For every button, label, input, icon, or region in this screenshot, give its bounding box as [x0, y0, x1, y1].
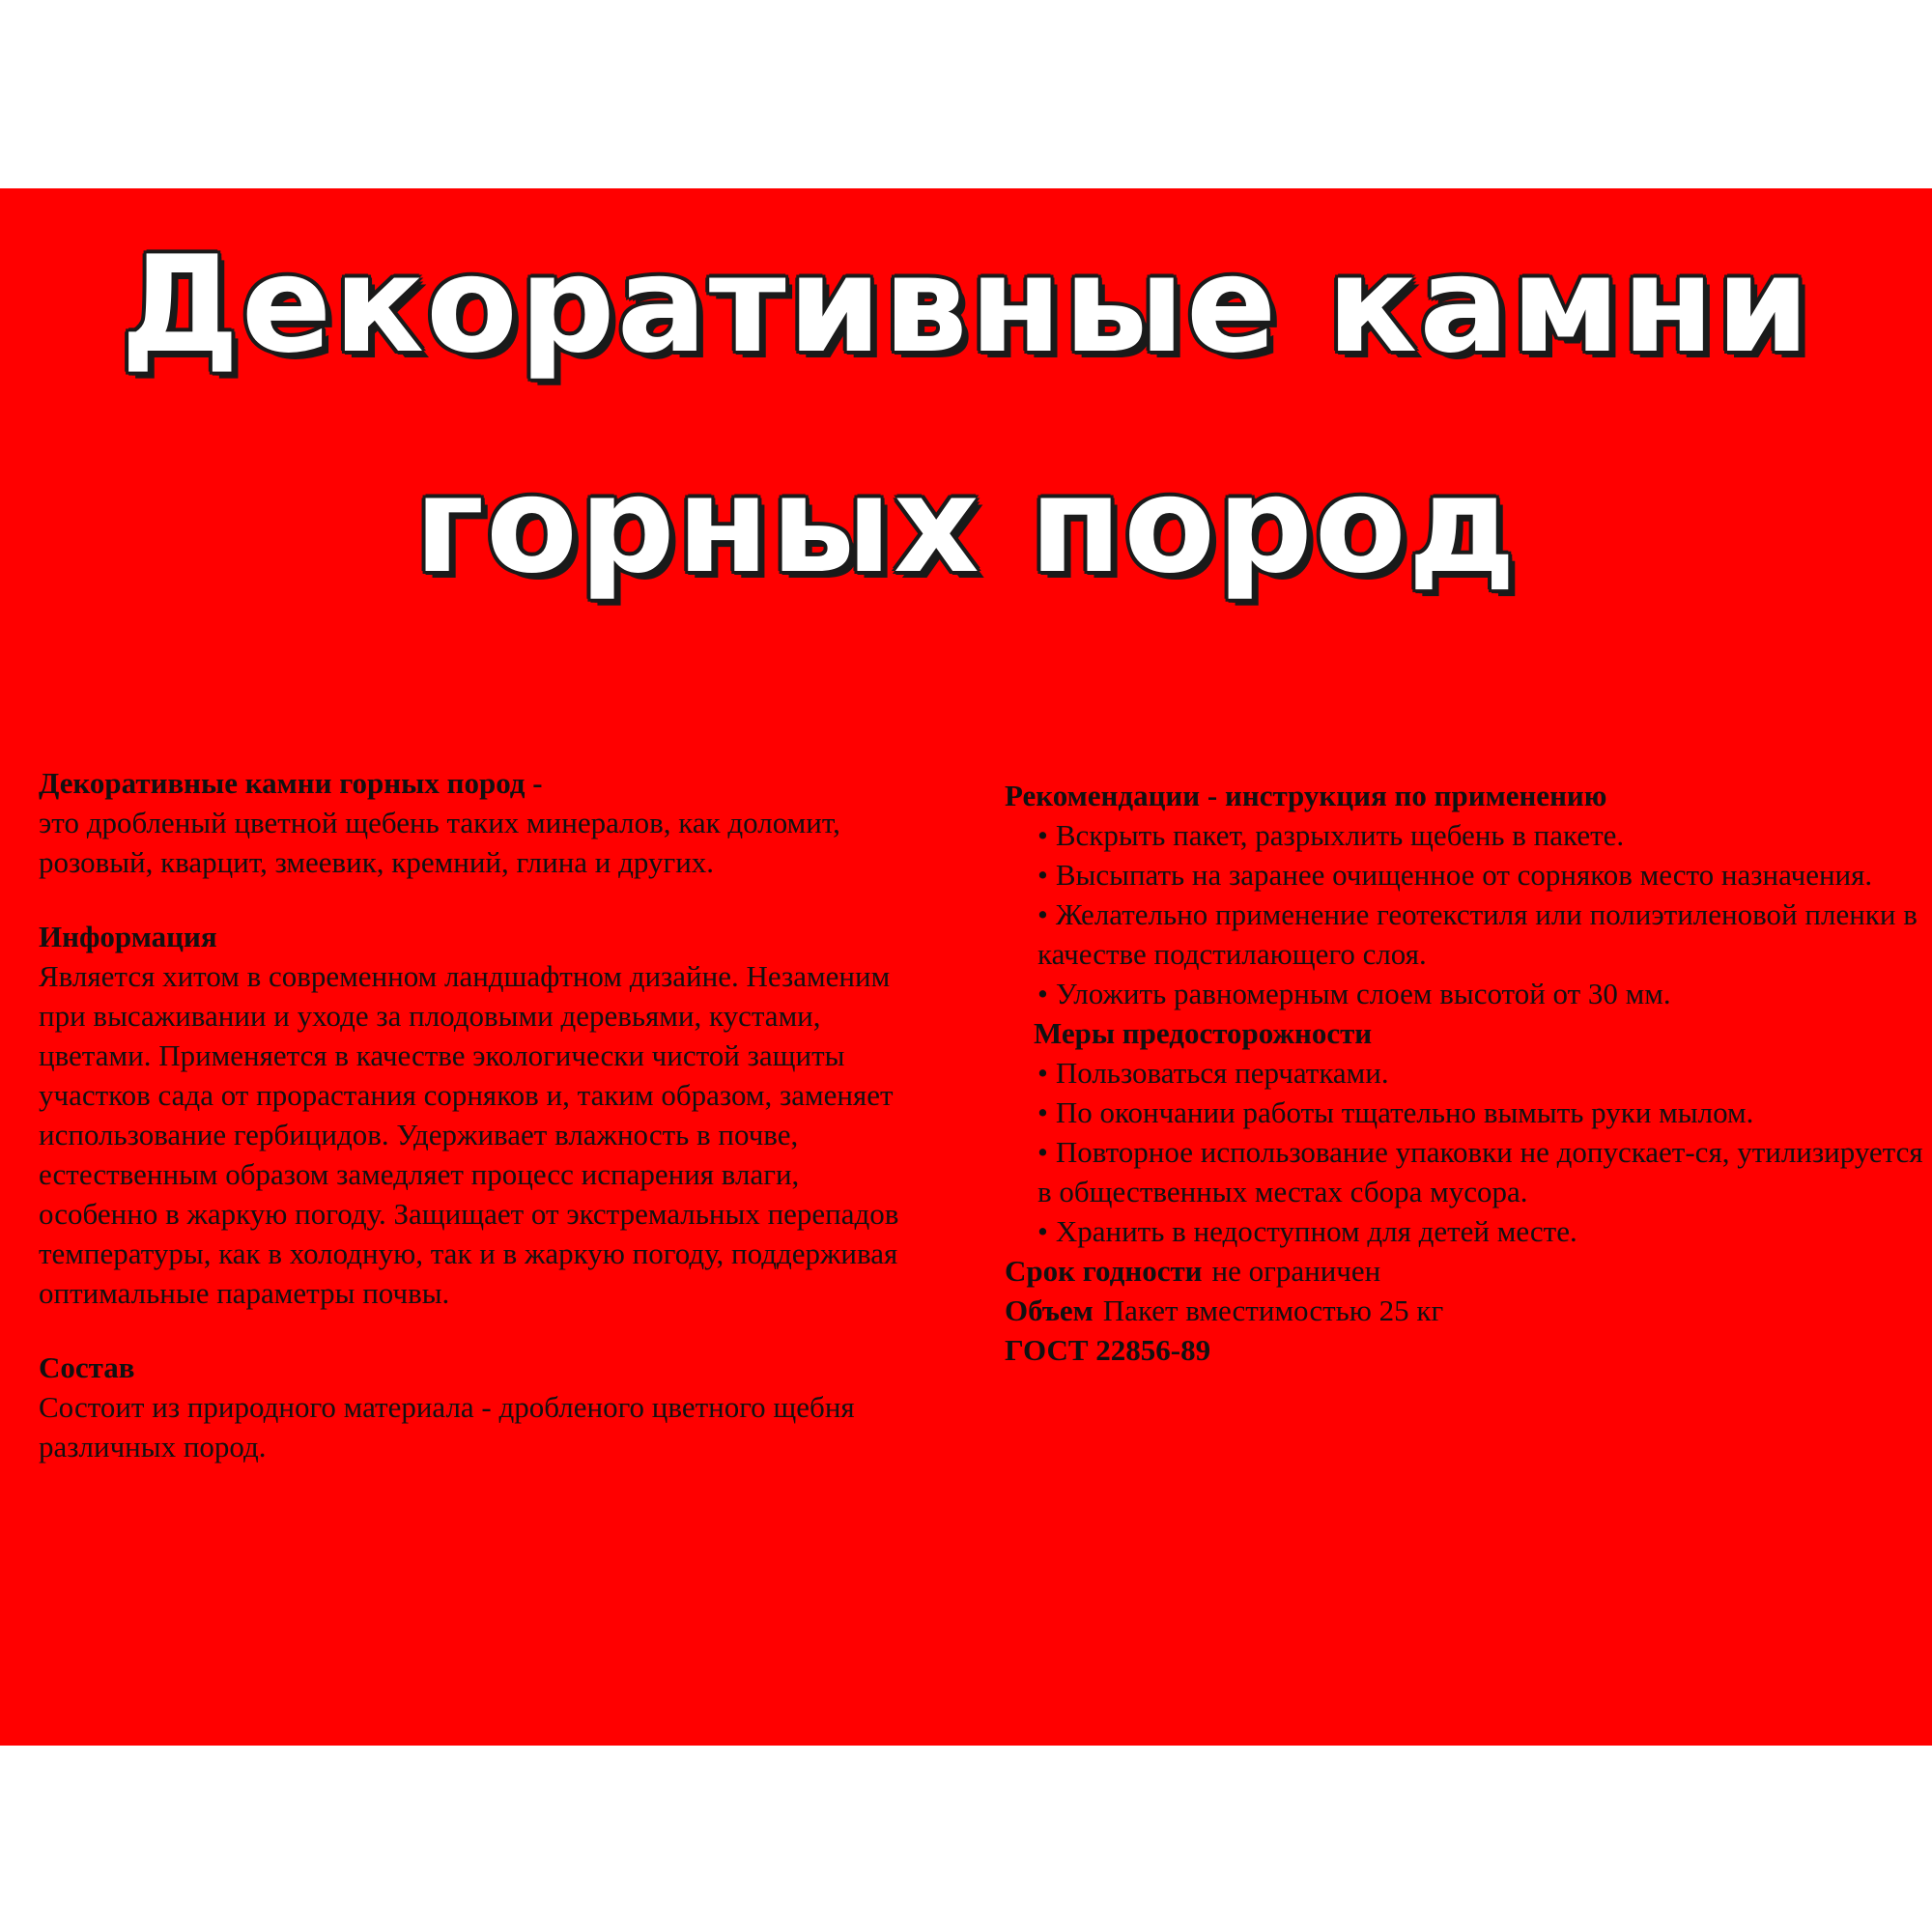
- volume-key: Объем: [1005, 1293, 1094, 1327]
- intro-section: [39, 763, 908, 882]
- gost-standard: ГОСТ 22856-89: [1005, 1333, 1211, 1367]
- precaution-item: [1005, 1093, 1932, 1132]
- intro-heading: Декоративные камни горных пород -: [39, 766, 543, 800]
- recommendation-text: Вскрыть пакет, разрыхлить щебень в пакете.: [1055, 818, 1625, 852]
- shelf-life-key: Срок годности: [1005, 1254, 1203, 1288]
- precaution-text: Пользоваться перчатками.: [1055, 1056, 1389, 1090]
- info-heading: Информация: [39, 920, 217, 953]
- composition-heading: Состав: [39, 1350, 135, 1384]
- label-title-line-1: Декоративные камни: [120, 227, 1812, 383]
- bullet-icon: •: [1037, 1214, 1048, 1248]
- precaution-item: [1005, 1132, 1932, 1211]
- precaution-text: Повторное использование упаковки не допускает-ся, утилизируется в общественных местах сбора мусора.: [1037, 1135, 1923, 1208]
- intro-text: это дробленый цветной щебень таких минералов, как доломит, розовый, кварцит, змеевик, кремний, глина и других.: [39, 806, 840, 879]
- precaution-text: По окончании работы тщательно вымыть руки мылом.: [1055, 1095, 1754, 1129]
- composition-text: Состоит из природного материала - дробленого цветного щебня различных пород.: [39, 1390, 855, 1463]
- recommendation-text: Уложить равномерным слоем высотой от 30 мм.: [1055, 977, 1671, 1010]
- volume-line: [1005, 1291, 1932, 1330]
- recommendations-heading: Рекомендации - инструкция по применению: [1005, 779, 1607, 812]
- composition-section: [39, 1348, 908, 1466]
- shelf-life-line: [1005, 1251, 1932, 1291]
- recommendation-item: [1005, 974, 1932, 1013]
- bullet-icon: •: [1037, 1135, 1048, 1169]
- recommendation-item: [1005, 855, 1932, 895]
- bullet-icon: •: [1037, 1095, 1048, 1129]
- bullet-icon: •: [1037, 818, 1048, 852]
- bullet-icon: •: [1037, 977, 1048, 1010]
- info-section: [39, 917, 908, 1313]
- precautions-heading: Меры предосторожности: [1034, 1016, 1373, 1050]
- label-title-line-2: горных пород: [413, 447, 1519, 603]
- recommendation-item: [1005, 815, 1932, 855]
- info-text: Является хитом в современном ландшафтном дизайне. Незаменим при высаживании и уходе за плодовыми деревьями, кустами, цветами. Применяется в качестве экологически чистой защиты участков сада от прорастания сорняков и, таким образом, заменяет использование гербицидов. Удерживает влажность в почве, естественным образом замедляет процесс испарения влаги, особенно в жаркую погоду. Защищает от экстремальных перепадов температуры, как в холодную, так и в жаркую погоду, поддерживая оптимальные параметры почвы.: [39, 959, 899, 1310]
- shelf-life-value: не ограничен: [1211, 1254, 1381, 1288]
- description-column: [39, 763, 908, 1501]
- bullet-icon: •: [1037, 897, 1048, 931]
- precaution-item: [1005, 1053, 1932, 1093]
- recommendation-text: Высыпать на заранее очищенное от сорняков место назначения.: [1055, 858, 1873, 892]
- bullet-icon: •: [1037, 1056, 1048, 1090]
- recommendation-text: Желательно применение геотекстиля или полиэтиленовой пленки в качестве подстилающего слоя.: [1037, 897, 1918, 971]
- volume-value: Пакет вместимостью 25 кг: [1102, 1293, 1444, 1327]
- recommendation-item: [1005, 895, 1932, 974]
- precaution-text: Хранить в недоступном для детей месте.: [1055, 1214, 1577, 1248]
- product-label: [0, 188, 1932, 1746]
- instructions-column: [1005, 776, 1932, 1370]
- precaution-item: [1005, 1211, 1932, 1251]
- bullet-icon: •: [1037, 858, 1048, 892]
